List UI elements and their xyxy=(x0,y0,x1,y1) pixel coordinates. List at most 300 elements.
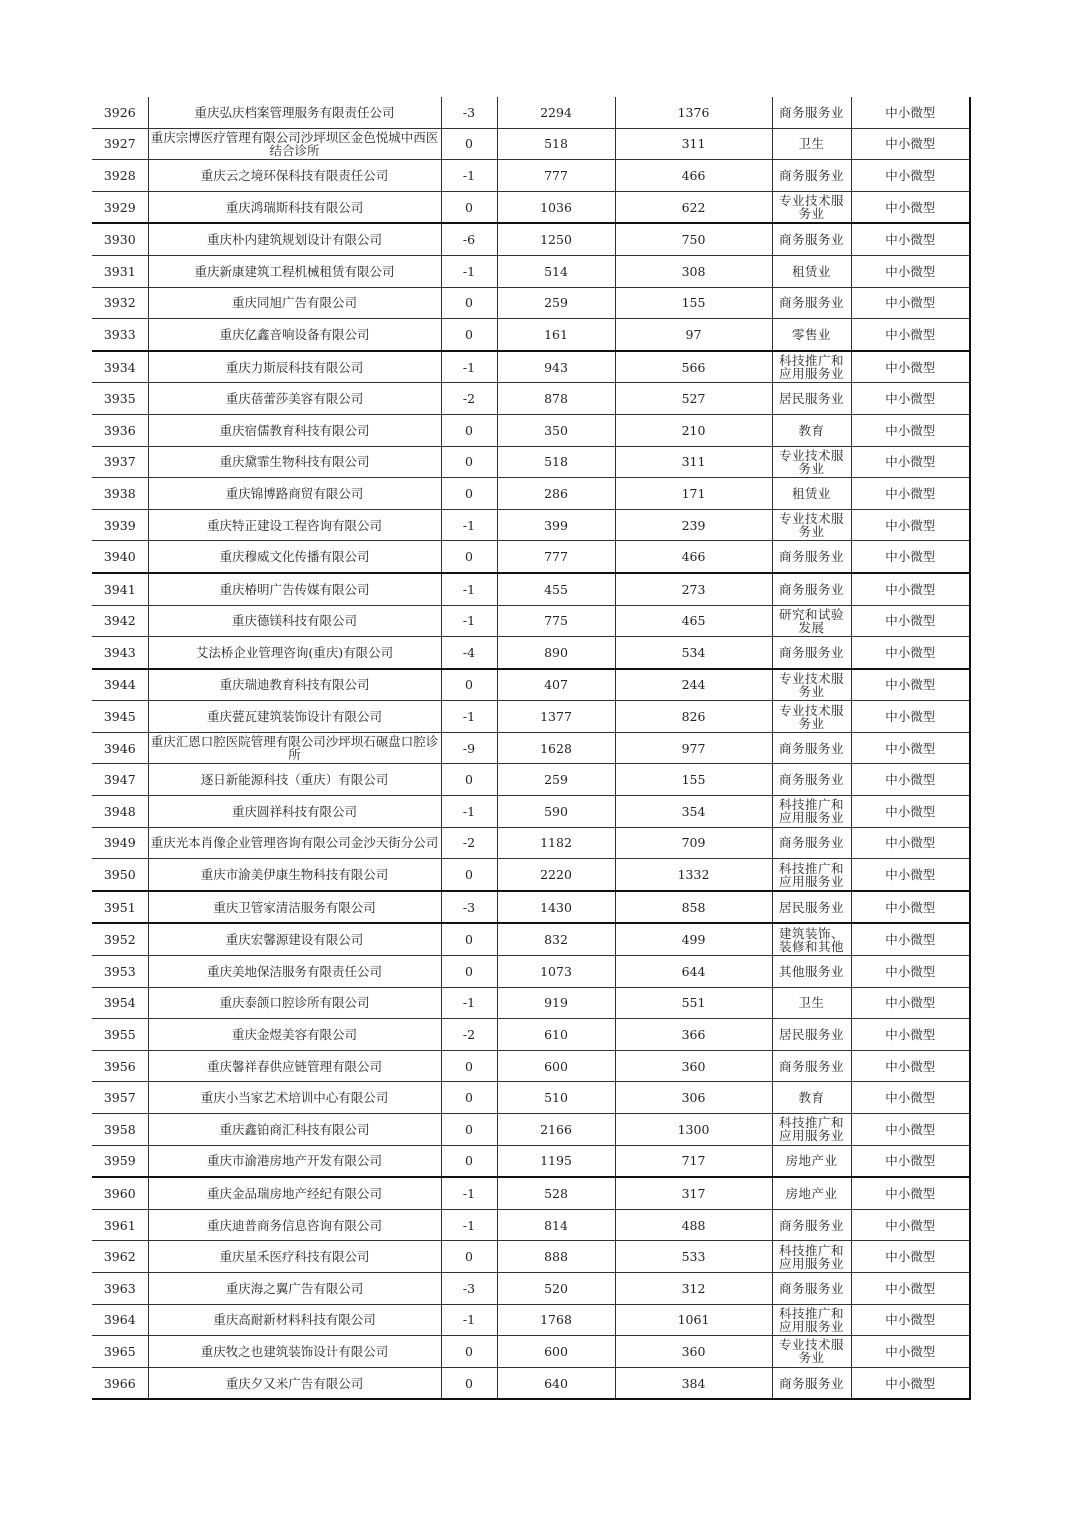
industry-cell-text: 商务服务业 xyxy=(778,1059,844,1073)
company-name-cell xyxy=(148,1050,441,1082)
company-name-cell xyxy=(148,160,441,192)
company-name-cell-text: 重庆宗博医疗管理有限公司沙坪坝区金色悦城中西医结合诊所 xyxy=(150,130,439,157)
change-cell: 0 xyxy=(441,446,497,478)
company-name-cell xyxy=(148,287,441,319)
enterprise-size-cell: 中小微型 xyxy=(851,319,970,351)
company-name-cell-text: 重庆宿儒教育科技有限公司 xyxy=(219,423,370,437)
enterprise-size-cell: 中小微型 xyxy=(851,1304,970,1336)
table-row xyxy=(92,287,970,319)
industry-cell-text: 专业技术服务业 xyxy=(778,448,844,475)
industry-cell-text: 租赁业 xyxy=(791,486,831,500)
enterprise-size-cell: 中小微型 xyxy=(851,859,970,891)
industry-cell-text: 专业技术服务业 xyxy=(778,671,844,698)
change-cell: 0 xyxy=(441,128,497,160)
enterprise-size-cell: 中小微型 xyxy=(851,1050,970,1082)
industry-cell-text: 专业技术服务业 xyxy=(778,194,844,221)
change-cell: 0 xyxy=(441,1050,497,1082)
row-index-cell: 3928 xyxy=(92,160,148,192)
row-index-cell: 3942 xyxy=(92,605,148,637)
company-name-cell xyxy=(148,859,441,891)
value-a-cell: 777 xyxy=(497,541,615,573)
company-name-cell-text: 重庆特正建设工程咨询有限公司 xyxy=(206,518,382,532)
table-row xyxy=(92,637,970,669)
enterprise-size-cell: 中小微型 xyxy=(851,764,970,796)
industry-cell-text: 教育 xyxy=(798,1091,825,1105)
company-name-cell-text: 重庆黛霏生物科技有限公司 xyxy=(219,455,370,469)
industry-cell-text: 建筑装饰、装修和其他 xyxy=(778,926,844,953)
row-index-cell: 3944 xyxy=(92,669,148,701)
company-name-cell-text: 重庆圆祥科技有限公司 xyxy=(231,804,357,818)
enterprise-size-cell: 中小微型 xyxy=(851,223,970,255)
value-b-cell: 360 xyxy=(615,1336,772,1368)
enterprise-size-cell: 中小微型 xyxy=(851,1177,970,1209)
value-b-cell: 533 xyxy=(615,1241,772,1273)
company-name-cell-text: 艾法桥企业管理咨询(重庆)有限公司 xyxy=(195,645,394,659)
company-name-cell xyxy=(148,669,441,701)
change-cell: 0 xyxy=(441,1241,497,1273)
value-a-cell: 1195 xyxy=(497,1145,615,1177)
value-a-cell: 2166 xyxy=(497,1114,615,1146)
change-cell: -1 xyxy=(441,605,497,637)
value-a-cell: 350 xyxy=(497,414,615,446)
change-cell: -1 xyxy=(441,509,497,541)
industry-cell xyxy=(772,1367,851,1399)
company-name-cell xyxy=(148,319,441,351)
company-name-cell-text: 重庆新康建筑工程机械租赁有限公司 xyxy=(194,264,395,278)
table-row xyxy=(92,255,970,287)
industry-cell xyxy=(772,859,851,891)
row-index-cell: 3930 xyxy=(92,223,148,255)
industry-cell xyxy=(772,987,851,1019)
industry-cell xyxy=(772,446,851,478)
value-b-cell: 717 xyxy=(615,1145,772,1177)
value-b-cell: 527 xyxy=(615,383,772,415)
row-index-cell: 3940 xyxy=(92,541,148,573)
company-name-cell-text: 重庆穆威文化传播有限公司 xyxy=(219,550,370,564)
company-name-cell xyxy=(148,956,441,988)
company-name-cell-text: 重庆星禾医疗科技有限公司 xyxy=(219,1250,370,1264)
value-b-cell: 977 xyxy=(615,732,772,764)
company-name-cell xyxy=(148,1241,441,1273)
industry-cell xyxy=(772,541,851,573)
change-cell: 0 xyxy=(441,287,497,319)
table-row xyxy=(92,1019,970,1051)
value-b-cell: 155 xyxy=(615,287,772,319)
company-name-cell-text: 重庆甍瓦建筑装饰设计有限公司 xyxy=(206,710,382,724)
industry-cell xyxy=(772,732,851,764)
company-name-cell-text: 重庆小当家艺术培训中心有限公司 xyxy=(200,1091,389,1105)
value-b-cell: 644 xyxy=(615,956,772,988)
row-index-cell: 3938 xyxy=(92,478,148,510)
industry-cell xyxy=(772,128,851,160)
company-name-cell xyxy=(148,541,441,573)
row-index-cell: 3956 xyxy=(92,1050,148,1082)
value-b-cell: 499 xyxy=(615,923,772,955)
value-a-cell: 832 xyxy=(497,923,615,955)
table-row xyxy=(92,1114,970,1146)
change-cell: -3 xyxy=(441,1272,497,1304)
row-index-cell: 3951 xyxy=(92,891,148,924)
enterprise-table xyxy=(92,97,971,1400)
industry-cell-text: 科技推广和应用服务业 xyxy=(778,1116,844,1143)
enterprise-size-cell: 中小微型 xyxy=(851,1272,970,1304)
change-cell: -1 xyxy=(441,1209,497,1241)
row-index-cell: 3961 xyxy=(92,1209,148,1241)
row-index-cell: 3954 xyxy=(92,987,148,1019)
industry-cell xyxy=(772,891,851,924)
change-cell: -4 xyxy=(441,637,497,669)
table-row xyxy=(92,383,970,415)
row-index-cell: 3936 xyxy=(92,414,148,446)
enterprise-size-cell: 中小微型 xyxy=(851,1019,970,1051)
enterprise-size-cell: 中小微型 xyxy=(851,351,970,383)
row-index-cell: 3952 xyxy=(92,923,148,955)
industry-cell-text: 商务服务业 xyxy=(778,233,844,247)
value-a-cell: 878 xyxy=(497,383,615,415)
enterprise-size-cell: 中小微型 xyxy=(851,573,970,605)
industry-cell-text: 教育 xyxy=(798,423,825,437)
table-row xyxy=(92,732,970,764)
company-name-cell-text: 重庆海之翼广告有限公司 xyxy=(225,1281,364,1295)
row-index-cell: 3932 xyxy=(92,287,148,319)
enterprise-size-cell: 中小微型 xyxy=(851,1082,970,1114)
company-name-cell xyxy=(148,509,441,541)
table-row xyxy=(92,223,970,255)
change-cell: -9 xyxy=(441,732,497,764)
enterprise-size-cell: 中小微型 xyxy=(851,1209,970,1241)
value-a-cell: 528 xyxy=(497,1177,615,1209)
value-b-cell: 551 xyxy=(615,987,772,1019)
table-row xyxy=(92,1272,970,1304)
table-row xyxy=(92,414,970,446)
value-b-cell: 622 xyxy=(615,191,772,223)
table-row xyxy=(92,319,970,351)
company-name-cell xyxy=(148,923,441,955)
table-row xyxy=(92,1336,970,1368)
industry-cell-text: 房地产业 xyxy=(785,1154,838,1168)
table-row xyxy=(92,97,970,128)
value-a-cell: 640 xyxy=(497,1367,615,1399)
company-name-cell-text: 重庆市渝港房地产开发有限公司 xyxy=(206,1154,382,1168)
industry-cell-text: 商务服务业 xyxy=(778,1376,844,1390)
industry-cell xyxy=(772,351,851,383)
value-b-cell: 306 xyxy=(615,1082,772,1114)
company-name-cell xyxy=(148,1336,441,1368)
table-body xyxy=(92,97,970,1399)
enterprise-size-cell: 中小微型 xyxy=(851,637,970,669)
industry-cell-text: 居民服务业 xyxy=(778,392,844,406)
value-b-cell: 171 xyxy=(615,478,772,510)
company-name-cell-text: 重庆弘庆档案管理服务有限责任公司 xyxy=(194,105,395,119)
company-name-cell-text: 重庆亿鑫音响设备有限公司 xyxy=(219,327,370,341)
enterprise-size-cell: 中小微型 xyxy=(851,255,970,287)
value-a-cell: 1430 xyxy=(497,891,615,924)
industry-cell xyxy=(772,509,851,541)
value-b-cell: 709 xyxy=(615,827,772,859)
value-b-cell: 155 xyxy=(615,764,772,796)
company-name-cell-text: 重庆馨祥春供应链管理有限公司 xyxy=(206,1059,382,1073)
enterprise-size-cell: 中小微型 xyxy=(851,97,970,128)
industry-cell-text: 商务服务业 xyxy=(778,168,844,182)
industry-cell-text: 商务服务业 xyxy=(778,1218,844,1232)
industry-cell xyxy=(772,1336,851,1368)
change-cell: 0 xyxy=(441,859,497,891)
row-index-cell: 3933 xyxy=(92,319,148,351)
value-a-cell: 455 xyxy=(497,573,615,605)
enterprise-size-cell: 中小微型 xyxy=(851,1367,970,1399)
value-b-cell: 750 xyxy=(615,223,772,255)
table-row xyxy=(92,701,970,733)
value-a-cell: 1768 xyxy=(497,1304,615,1336)
value-b-cell: 354 xyxy=(615,796,772,828)
value-a-cell: 1628 xyxy=(497,732,615,764)
value-a-cell: 888 xyxy=(497,1241,615,1273)
row-index-cell: 3958 xyxy=(92,1114,148,1146)
enterprise-size-cell: 中小微型 xyxy=(851,383,970,415)
company-name-cell-text: 重庆汇恩口腔医院管理有限公司沙坪坝石碾盘口腔诊所 xyxy=(150,735,439,762)
row-index-cell: 3957 xyxy=(92,1082,148,1114)
enterprise-size-cell: 中小微型 xyxy=(851,191,970,223)
enterprise-size-cell: 中小微型 xyxy=(851,160,970,192)
change-cell: 0 xyxy=(441,923,497,955)
enterprise-size-cell: 中小微型 xyxy=(851,891,970,924)
company-name-cell-text: 重庆高耐新材料科技有限公司 xyxy=(213,1313,376,1327)
company-name-cell xyxy=(148,605,441,637)
row-index-cell: 3935 xyxy=(92,383,148,415)
table-row xyxy=(92,827,970,859)
industry-cell xyxy=(772,319,851,351)
row-index-cell: 3929 xyxy=(92,191,148,223)
company-name-cell-text: 重庆美地保洁服务有限责任公司 xyxy=(206,964,382,978)
industry-cell-text: 商务服务业 xyxy=(778,582,844,596)
change-cell: 0 xyxy=(441,1082,497,1114)
industry-cell xyxy=(772,1209,851,1241)
value-a-cell: 600 xyxy=(497,1050,615,1082)
industry-cell-text: 商务服务业 xyxy=(778,1281,844,1295)
industry-cell-text: 科技推广和应用服务业 xyxy=(778,1306,844,1333)
row-index-cell: 3960 xyxy=(92,1177,148,1209)
industry-cell xyxy=(772,1304,851,1336)
company-name-cell xyxy=(148,446,441,478)
value-b-cell: 826 xyxy=(615,701,772,733)
table-row xyxy=(92,1304,970,1336)
company-name-cell-text: 重庆德镁科技有限公司 xyxy=(231,614,357,628)
value-a-cell: 407 xyxy=(497,669,615,701)
industry-cell-text: 科技推广和应用服务业 xyxy=(778,861,844,888)
enterprise-size-cell: 中小微型 xyxy=(851,541,970,573)
company-name-cell-text: 重庆同旭广告有限公司 xyxy=(231,296,357,310)
table-row xyxy=(92,1082,970,1114)
table-row xyxy=(92,859,970,891)
value-b-cell: 366 xyxy=(615,1019,772,1051)
value-b-cell: 534 xyxy=(615,637,772,669)
table-row xyxy=(92,191,970,223)
company-name-cell xyxy=(148,1367,441,1399)
enterprise-size-cell: 中小微型 xyxy=(851,446,970,478)
value-b-cell: 1376 xyxy=(615,97,772,128)
enterprise-size-cell: 中小微型 xyxy=(851,1145,970,1177)
row-index-cell: 3955 xyxy=(92,1019,148,1051)
company-name-cell xyxy=(148,1082,441,1114)
table-row xyxy=(92,891,970,924)
industry-cell-text: 科技推广和应用服务业 xyxy=(778,1243,844,1270)
change-cell: -1 xyxy=(441,573,497,605)
value-b-cell: 239 xyxy=(615,509,772,541)
company-name-cell-text: 逐日新能源科技（重庆）有限公司 xyxy=(200,773,389,787)
change-cell: 0 xyxy=(441,956,497,988)
table-row xyxy=(92,764,970,796)
value-a-cell: 259 xyxy=(497,764,615,796)
enterprise-size-cell: 中小微型 xyxy=(851,701,970,733)
enterprise-size-cell: 中小微型 xyxy=(851,796,970,828)
change-cell: 0 xyxy=(441,1114,497,1146)
value-b-cell: 210 xyxy=(615,414,772,446)
enterprise-size-cell: 中小微型 xyxy=(851,669,970,701)
industry-cell xyxy=(772,255,851,287)
change-cell: -3 xyxy=(441,891,497,924)
industry-cell xyxy=(772,605,851,637)
company-name-cell-text: 重庆瑞迪教育科技有限公司 xyxy=(219,678,370,692)
change-cell: 0 xyxy=(441,319,497,351)
change-cell: 0 xyxy=(441,191,497,223)
change-cell: -2 xyxy=(441,383,497,415)
table-row xyxy=(92,351,970,383)
company-name-cell xyxy=(148,1272,441,1304)
industry-cell-text: 零售业 xyxy=(791,327,831,341)
enterprise-size-cell: 中小微型 xyxy=(851,923,970,955)
enterprise-size-cell: 中小微型 xyxy=(851,956,970,988)
company-name-cell-text: 重庆夕又米广告有限公司 xyxy=(225,1376,364,1390)
enterprise-size-cell: 中小微型 xyxy=(851,509,970,541)
industry-cell xyxy=(772,383,851,415)
company-name-cell xyxy=(148,1177,441,1209)
company-name-cell-text: 重庆卫管家清洁服务有限公司 xyxy=(213,900,376,914)
industry-cell-text: 房地产业 xyxy=(785,1186,838,1200)
table-row xyxy=(92,509,970,541)
industry-cell xyxy=(772,1272,851,1304)
change-cell: 0 xyxy=(441,764,497,796)
company-name-cell-text: 重庆锦博路商贸有限公司 xyxy=(225,486,364,500)
value-b-cell: 566 xyxy=(615,351,772,383)
industry-cell xyxy=(772,223,851,255)
change-cell: 0 xyxy=(441,478,497,510)
industry-cell xyxy=(772,191,851,223)
value-b-cell: 312 xyxy=(615,1272,772,1304)
industry-cell-text: 科技推广和应用服务业 xyxy=(778,354,844,381)
row-index-cell: 3946 xyxy=(92,732,148,764)
industry-cell xyxy=(772,1082,851,1114)
value-a-cell: 1036 xyxy=(497,191,615,223)
industry-cell-text: 商务服务业 xyxy=(778,773,844,787)
row-index-cell: 3966 xyxy=(92,1367,148,1399)
industry-cell-text: 租赁业 xyxy=(791,264,831,278)
row-index-cell: 3934 xyxy=(92,351,148,383)
industry-cell-text: 其他服务业 xyxy=(778,964,844,978)
value-b-cell: 308 xyxy=(615,255,772,287)
row-index-cell: 3950 xyxy=(92,859,148,891)
industry-cell xyxy=(772,1019,851,1051)
value-a-cell: 610 xyxy=(497,1019,615,1051)
industry-cell-text: 商务服务业 xyxy=(778,645,844,659)
company-name-cell-text: 重庆迪普商务信息咨询有限公司 xyxy=(206,1218,382,1232)
table-row xyxy=(92,1145,970,1177)
company-name-cell xyxy=(148,97,441,128)
change-cell: -2 xyxy=(441,827,497,859)
company-name-cell xyxy=(148,1145,441,1177)
row-index-cell: 3926 xyxy=(92,97,148,128)
company-name-cell-text: 重庆宏馨源建设有限公司 xyxy=(225,933,364,947)
value-b-cell: 466 xyxy=(615,541,772,573)
company-name-cell xyxy=(148,351,441,383)
company-name-cell-text: 重庆力斯辰科技有限公司 xyxy=(225,360,364,374)
industry-cell-text: 科技推广和应用服务业 xyxy=(778,798,844,825)
industry-cell xyxy=(772,1050,851,1082)
industry-cell xyxy=(772,160,851,192)
industry-cell xyxy=(772,956,851,988)
value-b-cell: 273 xyxy=(615,573,772,605)
company-name-cell xyxy=(148,1304,441,1336)
change-cell: -1 xyxy=(441,351,497,383)
enterprise-size-cell: 中小微型 xyxy=(851,414,970,446)
industry-cell-text: 商务服务业 xyxy=(778,836,844,850)
change-cell: 0 xyxy=(441,669,497,701)
company-name-cell xyxy=(148,987,441,1019)
enterprise-size-cell: 中小微型 xyxy=(851,478,970,510)
change-cell: -1 xyxy=(441,701,497,733)
table-row xyxy=(92,796,970,828)
value-a-cell: 890 xyxy=(497,637,615,669)
row-index-cell: 3948 xyxy=(92,796,148,828)
value-b-cell: 311 xyxy=(615,446,772,478)
table-row xyxy=(92,1050,970,1082)
table-row xyxy=(92,478,970,510)
company-name-cell xyxy=(148,827,441,859)
enterprise-size-cell: 中小微型 xyxy=(851,128,970,160)
table-row xyxy=(92,1241,970,1273)
enterprise-size-cell: 中小微型 xyxy=(851,1336,970,1368)
industry-cell-text: 商务服务业 xyxy=(778,550,844,564)
change-cell: 0 xyxy=(441,541,497,573)
value-b-cell: 360 xyxy=(615,1050,772,1082)
industry-cell xyxy=(772,796,851,828)
company-name-cell xyxy=(148,1209,441,1241)
industry-cell xyxy=(772,1145,851,1177)
row-index-cell: 3964 xyxy=(92,1304,148,1336)
row-index-cell: 3959 xyxy=(92,1145,148,1177)
company-name-cell xyxy=(148,383,441,415)
change-cell: 0 xyxy=(441,1367,497,1399)
change-cell: 0 xyxy=(441,1145,497,1177)
table-row xyxy=(92,605,970,637)
industry-cell xyxy=(772,573,851,605)
enterprise-size-cell: 中小微型 xyxy=(851,287,970,319)
industry-cell xyxy=(772,827,851,859)
value-a-cell: 1182 xyxy=(497,827,615,859)
company-name-cell xyxy=(148,223,441,255)
change-cell: -1 xyxy=(441,796,497,828)
value-a-cell: 600 xyxy=(497,1336,615,1368)
table-row xyxy=(92,1367,970,1399)
change-cell: -1 xyxy=(441,1304,497,1336)
enterprise-size-cell: 中小微型 xyxy=(851,987,970,1019)
industry-cell-text: 居民服务业 xyxy=(778,1028,844,1042)
value-b-cell: 244 xyxy=(615,669,772,701)
enterprise-size-cell: 中小微型 xyxy=(851,827,970,859)
data-sheet xyxy=(92,97,971,1400)
row-index-cell: 3949 xyxy=(92,827,148,859)
row-index-cell: 3945 xyxy=(92,701,148,733)
industry-cell xyxy=(772,478,851,510)
